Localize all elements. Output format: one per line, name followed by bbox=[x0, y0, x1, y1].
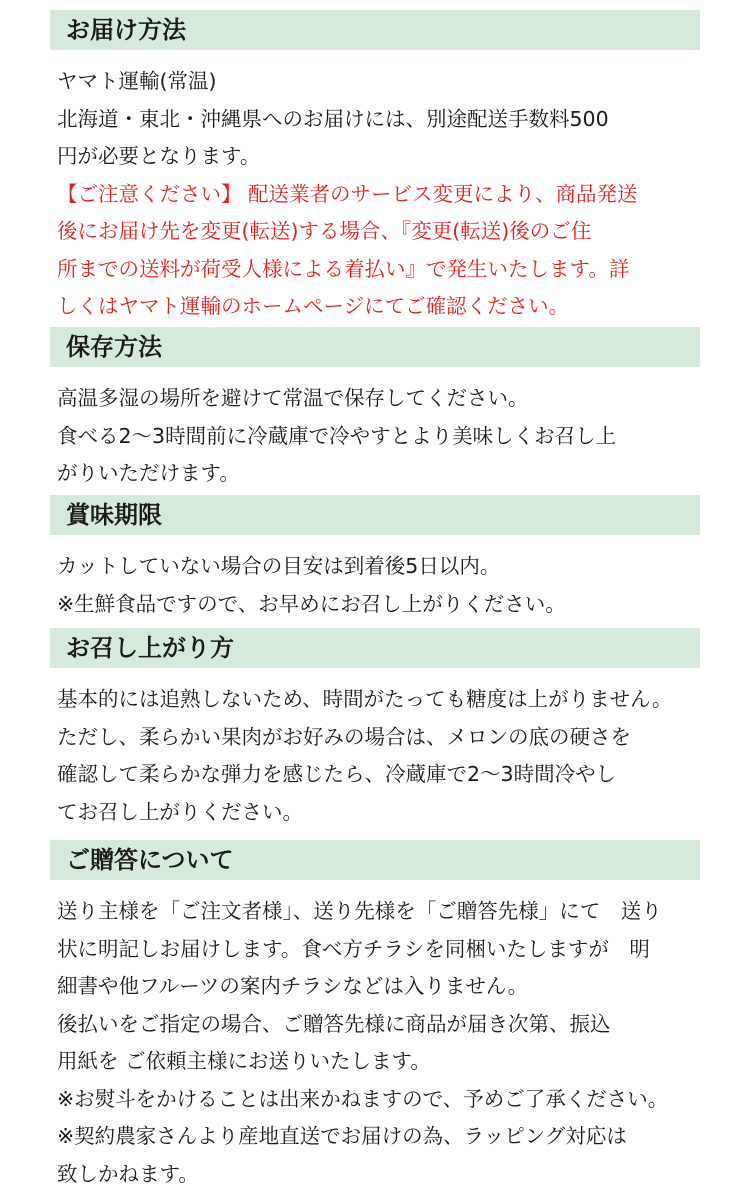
text-line: 状に明記しお届けします。食べ方チラシを同梱いたしますが 明 bbox=[57, 931, 700, 969]
section-gifts bbox=[50, 840, 700, 1193]
text-line: 北海道・東北・沖縄県へのお届けには、別途配送手数料500 bbox=[57, 101, 700, 139]
section-heading: ご贈答について bbox=[50, 840, 700, 880]
notice-line: 【ご注意ください】 配送業者のサービス変更により、商品発送 bbox=[57, 176, 700, 214]
text-line: 細書や他フルーツの案内チラシなどは入りません。 bbox=[57, 968, 700, 1006]
text-line: ヤマト運輸(常温) bbox=[57, 63, 700, 101]
notice-line: しくはヤマト運輸のホームページにてご確認ください。 bbox=[57, 288, 700, 326]
section-body bbox=[50, 548, 700, 623]
text-line: ただし、柔らかい果肉がお好みの場合は、メロンの底の硬さを bbox=[57, 719, 700, 757]
section-body bbox=[50, 380, 700, 493]
text-line: 後払いをご指定の場合、ご贈答先様に商品が届き次第、振込 bbox=[57, 1006, 700, 1044]
text-line: 用紙を ご依頼主様にお送りいたします。 bbox=[57, 1043, 700, 1081]
text-line: ※お熨斗をかけることは出来かねますので、予めご了承ください。 bbox=[57, 1081, 700, 1119]
section-heading: お届け方法 bbox=[50, 10, 700, 50]
notice-line: 後にお届け先を変更(転送)する場合、『変更(転送)後のご住 bbox=[57, 213, 700, 251]
section-body bbox=[50, 893, 700, 1193]
section-delivery-method bbox=[50, 10, 700, 326]
section-heading: 保存方法 bbox=[50, 327, 700, 367]
text-line: カットしていない場合の目安は到着後5日以内。 bbox=[57, 548, 700, 586]
text-line: てお召し上がりください。 bbox=[57, 794, 700, 832]
text-line: ※生鮮食品ですので、お早めにお召し上がりください。 bbox=[57, 586, 700, 624]
text-line: がりいただけます。 bbox=[57, 455, 700, 493]
section-how-to-eat bbox=[50, 628, 700, 831]
section-expiry bbox=[50, 495, 700, 623]
section-storage-method bbox=[50, 327, 700, 493]
text-line: 食べる2〜3時間前に冷蔵庫で冷やすとより美味しくお召し上 bbox=[57, 418, 700, 456]
text-line: ※契約農家さんより産地直送でお届けの為、ラッピング対応は bbox=[57, 1118, 700, 1156]
text-line: 基本的には追熟しないため、時間がたっても糖度は上がりません。 bbox=[57, 681, 700, 719]
text-line: 致しかねます。 bbox=[57, 1156, 700, 1193]
section-heading: 賞味期限 bbox=[50, 495, 700, 535]
text-line: 送り主様を「ご注文者様」、送り先様を「ご贈答先様」にて 送り bbox=[57, 893, 700, 931]
section-heading: お召し上がり方 bbox=[50, 628, 700, 668]
section-body bbox=[50, 681, 700, 831]
text-line: 円が必要となります。 bbox=[57, 138, 700, 176]
section-body bbox=[50, 63, 700, 326]
notice-line: 所までの送料が荷受人様による着払い』で発生いたします。詳 bbox=[57, 251, 700, 289]
text-line: 高温多湿の場所を避けて常温で保存してください。 bbox=[57, 380, 700, 418]
text-line: 確認して柔らかな弾力を感じたら、冷蔵庫で2〜3時間冷やし bbox=[57, 756, 700, 794]
